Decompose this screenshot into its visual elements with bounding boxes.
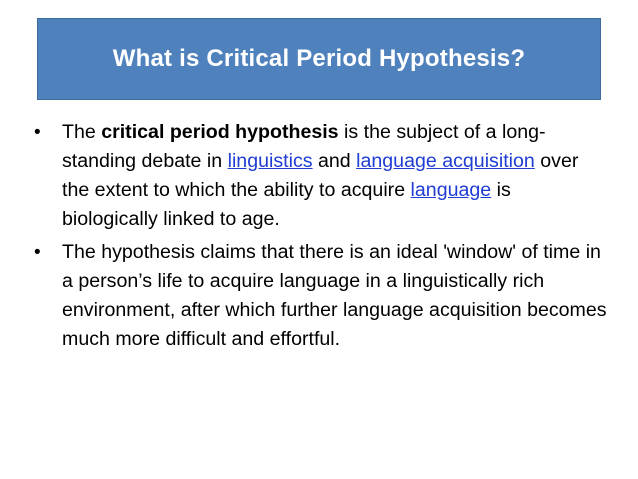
bullet-text: The — [62, 121, 102, 143]
bold-term: critical period hypothesis — [101, 121, 339, 143]
bullet-item — [30, 238, 610, 354]
title-banner — [37, 18, 601, 100]
bullet-text: is the subject of a long-standing debate in — [62, 121, 546, 172]
slide-body — [30, 118, 610, 358]
bullet-text: The hypothesis claims that there is an ideal 'window' of time in a person’s life to acquire language in a linguistically rich environment, after which further language acquisition becomes much more difficult and effortful. — [62, 241, 607, 350]
bullet-text: is biologically linked to age. — [62, 179, 511, 230]
bullet-dot-icon: • — [34, 122, 41, 143]
link-linguistics[interactable]: linguistics — [227, 150, 313, 172]
bullet-item — [30, 118, 610, 234]
bullet-dot-icon: • — [34, 242, 41, 263]
slide-title: What is Critical Period Hypothesis? — [112, 45, 526, 72]
bullet-text: over the extent to which the ability to acquire — [62, 150, 579, 201]
link-language-acquisition[interactable]: language acquisition — [356, 150, 535, 172]
link-language[interactable]: language — [410, 179, 492, 201]
bullet-text: and — [312, 150, 357, 172]
